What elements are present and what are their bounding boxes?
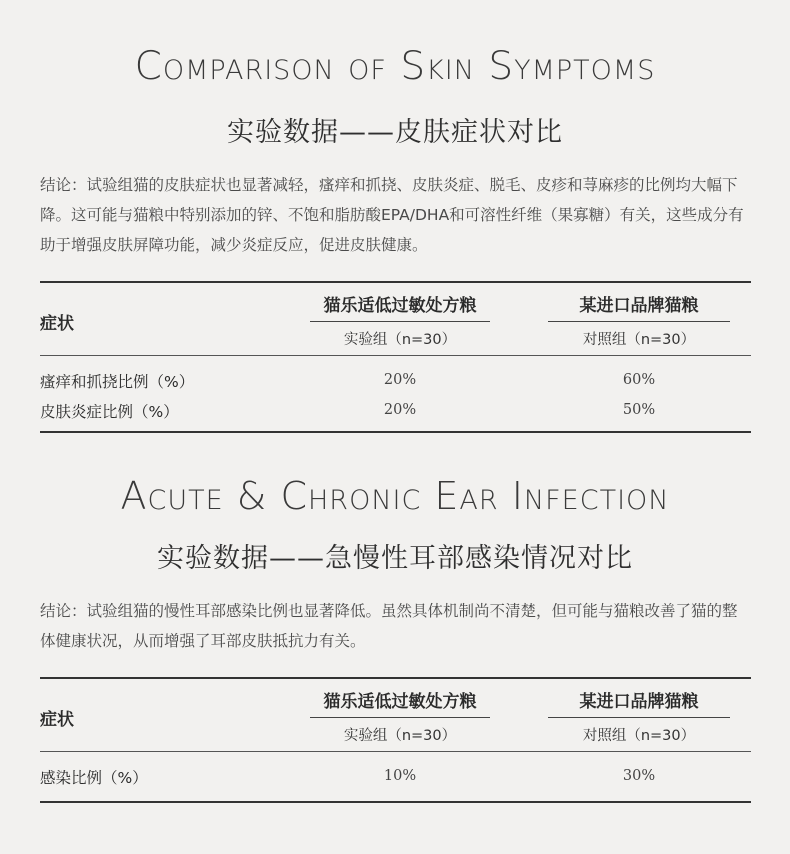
table-row-label: 感染比例（%） (40, 769, 148, 787)
group2-subheader: 对照组（n=30） (582, 332, 696, 348)
ear-title-cn: 实验数据——急慢性耳部感染情况对比 (157, 543, 633, 574)
table-bottom-rule (40, 431, 751, 433)
table-row-label: 瘙痒和抓挠比例（%） (40, 373, 195, 391)
group1-header: 猫乐适低过敏处方粮 (323, 692, 477, 712)
group2-rule (548, 717, 730, 718)
group1-header: 猫乐适低过敏处方粮 (323, 296, 477, 316)
table-top-rule (40, 677, 751, 679)
table-bottom-rule (40, 801, 751, 803)
ear-title-en: Acute & Chronic Ear Infection (120, 474, 670, 518)
group1-subheader: 实验组（n=30） (343, 728, 457, 744)
table-cell: 20% (383, 372, 417, 388)
skin-table (40, 281, 751, 433)
table-cell: 60% (622, 372, 656, 388)
table-cell: 30% (622, 768, 656, 784)
ear-table (40, 677, 751, 804)
ear-conclusion: 结论：试验组猫的慢性耳部感染比例也显著降低。虽然具体机制尚不清楚，但可能与猫粮改善了猫的整体健康状况，从而增强了耳部皮肤抵抗力有关。 (40, 602, 738, 650)
header-rule (40, 355, 751, 356)
group2-subheader: 对照组（n=30） (582, 728, 696, 744)
symptom-header: 症状 (40, 314, 74, 334)
skin-title-cn: 实验数据——皮肤症状对比 (227, 117, 563, 148)
group2-header: 某进口品牌猫粮 (579, 692, 699, 712)
table-top-rule (40, 281, 751, 283)
group2-header: 某进口品牌猫粮 (579, 296, 699, 316)
header-rule (40, 751, 751, 752)
table-cell: 50% (622, 402, 656, 418)
group1-rule (310, 717, 490, 718)
symptom-header: 症状 (40, 710, 74, 730)
table-cell: 20% (383, 402, 417, 418)
group1-subheader: 实验组（n=30） (343, 332, 457, 348)
skin-conclusion: 结论：试验组猫的皮肤症状也显著减轻，瘙痒和抓挠、皮肤炎症、脱毛、皮疹和荨麻疹的比例均大幅下降。这可能与猫粮中特别添加的锌、不饱和脂肪酸EPA/DHA和可溶性纤维（果寡糖）有关，这些成分有助于增强皮肤屏障功能，减少炎症反应，促进皮肤健康。 (40, 176, 744, 254)
table-row-label: 皮肤炎症比例（%） (40, 403, 179, 421)
table-cell: 10% (383, 768, 417, 784)
skin-title-en: Comparison of Skin Symptoms (134, 44, 656, 89)
group1-rule (310, 321, 490, 322)
group2-rule (548, 321, 730, 322)
